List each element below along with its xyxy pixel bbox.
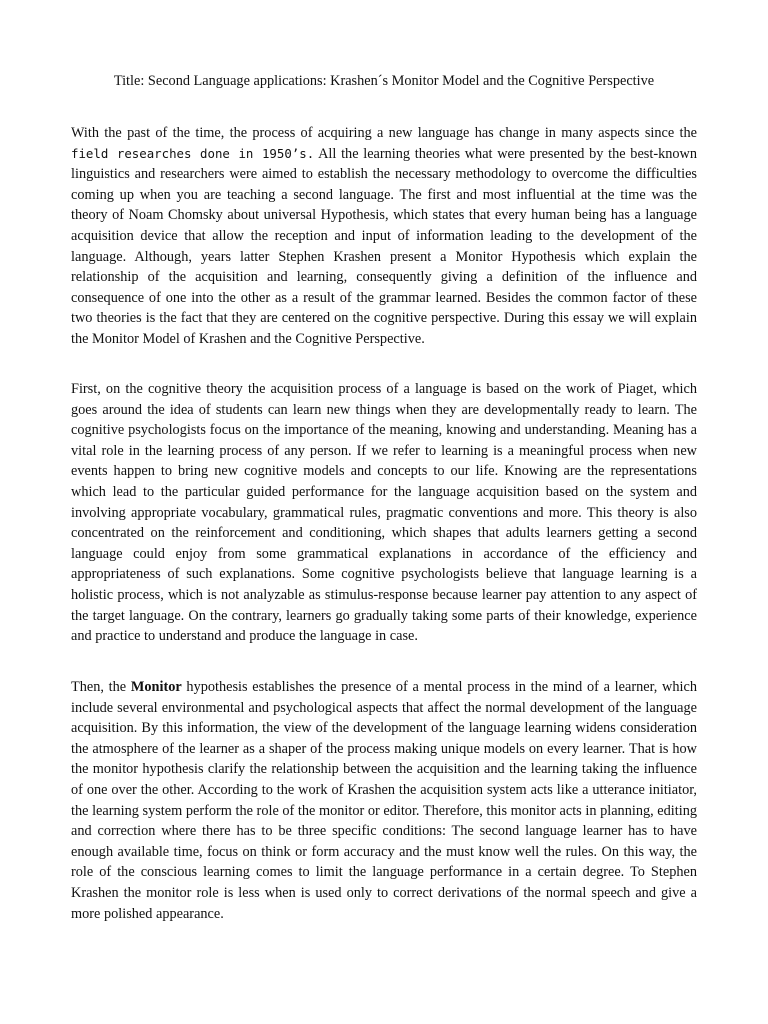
paragraph-3 bbox=[71, 677, 697, 924]
paragraph-3-bold-term: Monitor bbox=[130, 679, 182, 695]
paragraph-3-text-end: hypothesis establishes the presence of a mental process in the mind of a learner, which include several environmental and psychological aspects that affect the normal development of the language acquisition. By this information, the view of the development of the language learning widens consideration the atmosphere of the learner as a shaper of the process making unique models on every learner. That is how the monitor hypothesis clarify the relationship between the acquisition and the learning taking the influence of one over the other. According to the work of Krashen the acquisition system acts like a utterance initiator, the learning system perform the role of the monitor or editor. Therefore, this monitor acts in planning, editing and correction where there has to be three specific conditions: The second language learner has to have enough available time, focus on think or form accuracy and the must know well the rules. On this way, the role of the conscious learning comes to limit the language performance in a certain degree. To Stephen Krashen the monitor role is less when is used only to correct derivations of the normal speech and give a more polished appearance. bbox=[71, 679, 697, 922]
paragraph-1-text-start: With the past of the time, the process of acquiring a new language has change in many aspects since the bbox=[71, 125, 697, 141]
paragraph-1-mono-text: field researches done in 1950’s. bbox=[71, 145, 315, 161]
paragraph-2: First, on the cognitive theory the acquisition process of a language is based on the work of Piaget, which goes around the idea of students can learn new things when they are developmentally ready to learn. The cognitive psychologists focus on the importance of the meaning, knowing and understanding. Meaning has a vital role in the learning process of any person. If we refer to learning is a meaningful process when new events happen to bring new cognitive models and concepts to our life. Knowing are the representations which lead to the particular guided performance for the language acquisition based on the system and involving appropriate vocabulary, grammatical rules, pragmatic conventions and more. This theory is also concentrated on the reinforcement and conditioning, which shapes that adults learners getting a second language could enjoy from some grammatical explanations in accordance of the efficiency and appropriateness of such explanations. Some cognitive psychologists believe that language learning is a holistic process, which is not analyzable as stimulus-response because learner pay attention to any aspect of the target language. On the contrary, learners go gradually taking some parts of their knowledge, experience and practice to understand and produce the language in case. bbox=[71, 381, 697, 645]
document-title: Title: Second Language applications: Krashen´s Monitor Model and the Cognitive Perspective bbox=[113, 73, 655, 89]
paragraph-1 bbox=[71, 123, 697, 350]
paragraph-3-text-start: Then, the bbox=[71, 679, 131, 695]
paragraph-1-text-end: All the learning theories what were presented by the best-known linguistics and researchers were aimed to establish the necessary methodology to overcome the difficulties coming up when you are teaching a second language. The first and most influential at the time was the theory of Noam Chomsky about universal Hypothesis, which states that every human being has a language acquisition device that allow the reception and input of information leading to the development of the language. Although, years latter Stephen Krashen present a Monitor Hypothesis which explain the relationship of the acquisition and learning, consequently giving a definition of the influence and consequence of one into the other as a result of the grammar learned. Besides the common factor of these two theories is the fact that they are centered on the cognitive perspective. During this essay we will explain the Monitor Model of Krashen and the Cognitive Perspective. bbox=[71, 145, 698, 347]
